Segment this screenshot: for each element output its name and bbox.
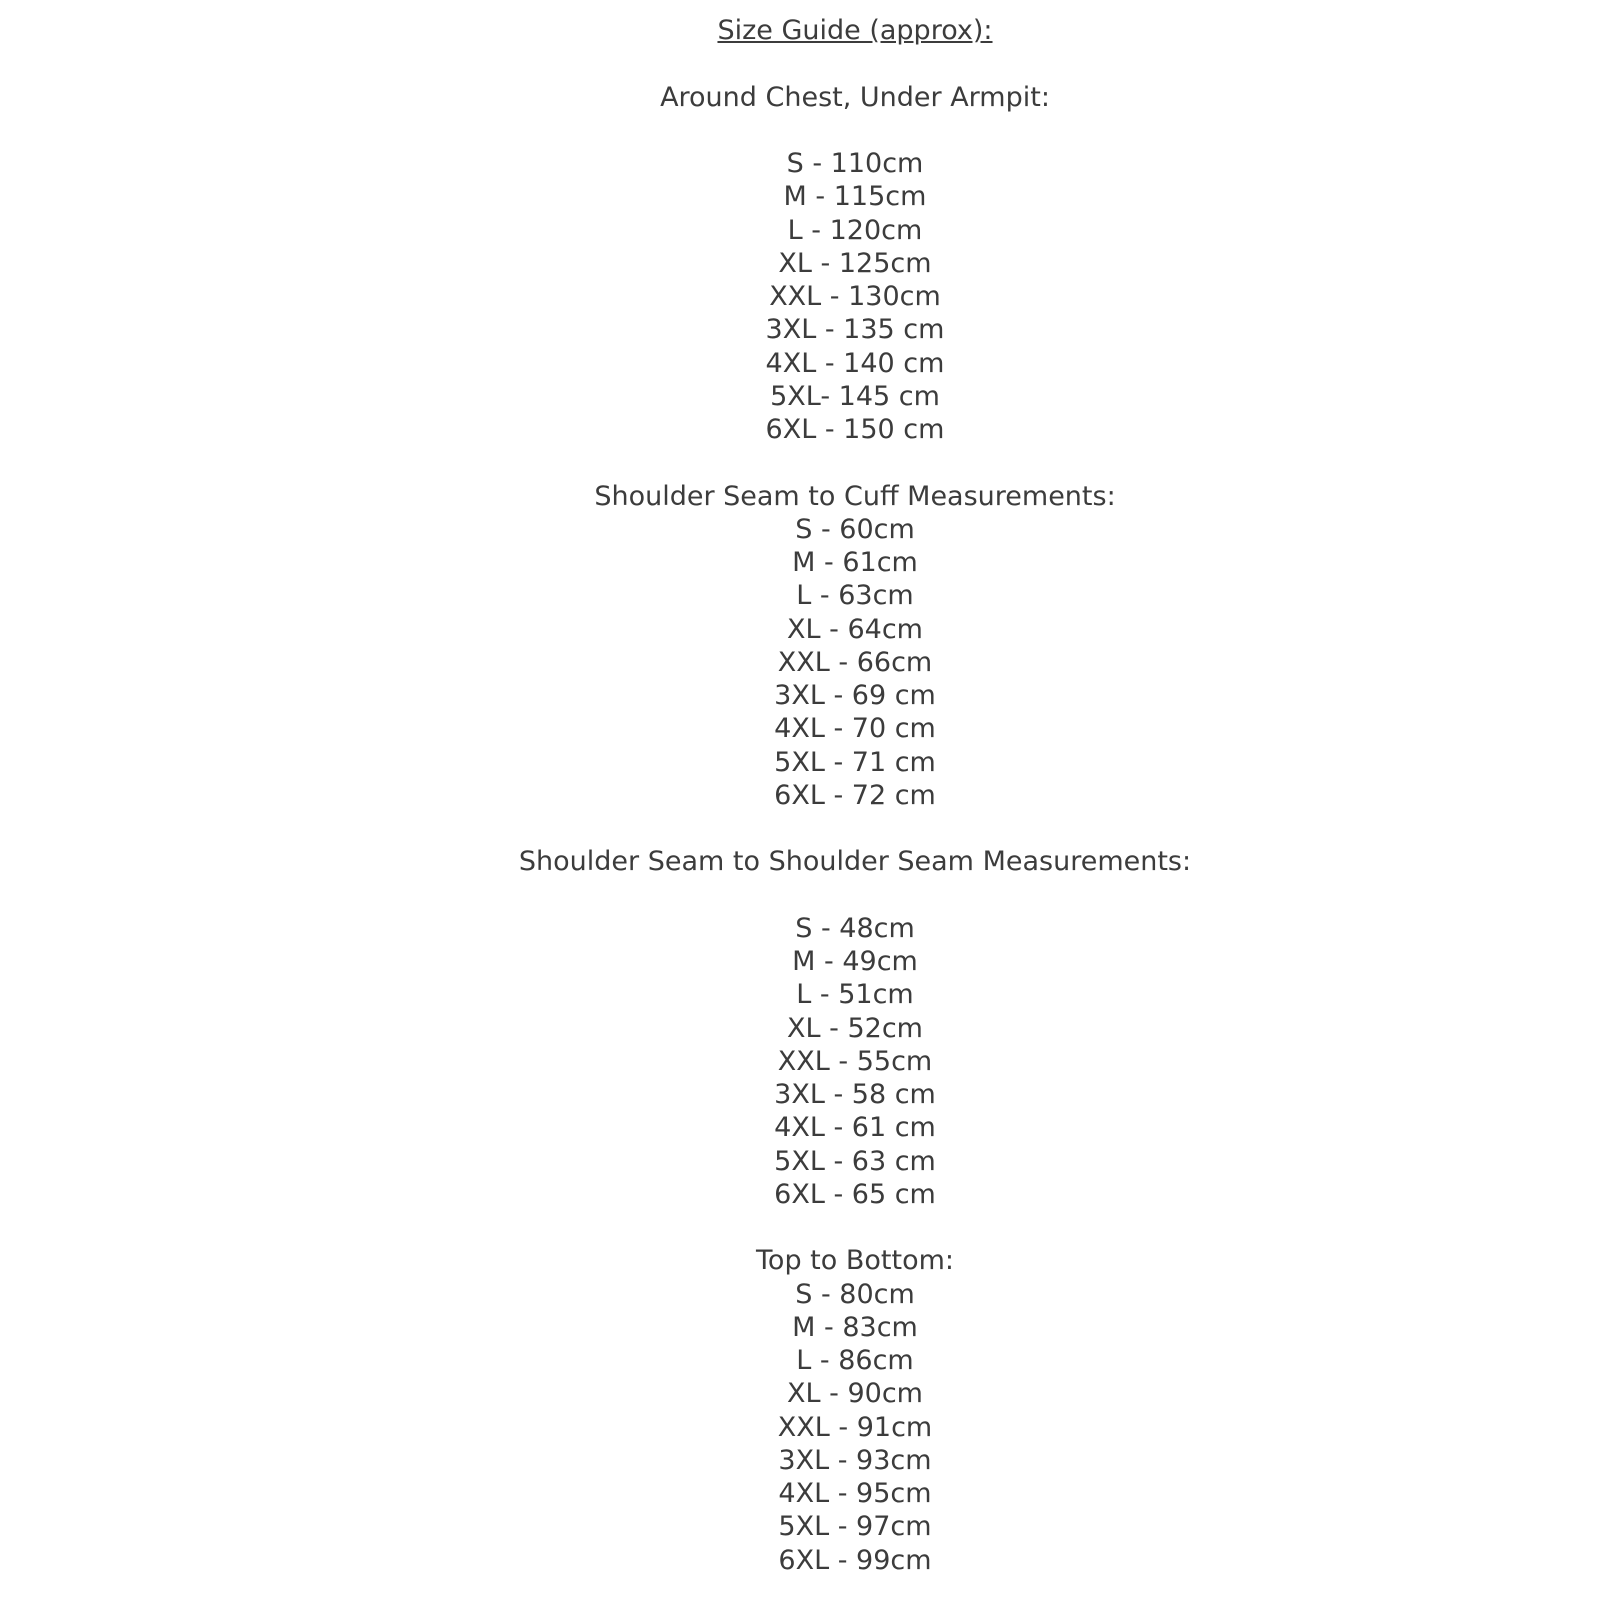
size-measurement-row: 4XL - 61 cm [774,1112,936,1144]
size-measurement-row: XXL - 55cm [777,1045,933,1077]
size-measurement-row: 4XL - 70 cm [774,713,936,745]
size-measurement-row: S - 80cm [795,1278,915,1310]
measurement-section [110,845,1600,1211]
size-measurement-row: S - 110cm [786,148,924,179]
size-measurement-row: XL - 64cm [787,613,923,645]
blank-line [110,879,1600,912]
size-measurement-row: M - 83cm [792,1311,918,1343]
size-measurement-row: XL - 52cm [787,1012,923,1044]
section-heading: Top to Bottom: [756,1245,954,1277]
size-measurement-row: 5XL - 63 cm [774,1145,936,1177]
size-measurement-row: 5XL- 145 cm [770,380,940,412]
size-measurement-row: 3XL - 69 cm [774,680,936,711]
size-measurement-row: M - 61cm [792,547,918,578]
size-measurement-row: XL - 90cm [787,1378,923,1410]
size-measurement-row: M - 115cm [783,181,927,213]
size-measurement-row: S - 60cm [795,513,915,545]
section-heading: Around Chest, Under Armpit: [660,81,1050,113]
size-measurement-row: 5XL - 97cm [778,1511,932,1543]
size-measurement-row: 5XL - 71 cm [774,746,936,778]
measurement-section [110,81,1600,447]
size-measurement-row: XXL - 130cm [769,281,941,312]
size-measurement-row: 6XL - 72 cm [774,779,936,811]
size-measurement-row: XXL - 91cm [777,1411,933,1443]
size-measurement-row: L - 51cm [796,979,914,1011]
measurement-section [110,480,1600,813]
size-measurement-row: 6XL - 150 cm [765,414,945,445]
size-measurement-row: XXL - 66cm [777,646,933,678]
sections-container [110,81,1600,1577]
size-measurement-row: XL - 125cm [778,247,932,279]
size-measurement-row: S - 48cm [795,912,915,944]
size-measurement-row: 3XL - 58 cm [774,1079,936,1110]
size-measurement-row: 3XL - 135 cm [765,314,945,346]
size-measurement-row: 4XL - 95cm [778,1478,932,1509]
size-measurement-row: L - 86cm [796,1345,914,1376]
section-heading: Shoulder Seam to Shoulder Seam Measurements: [518,846,1192,878]
measurement-section [110,1244,1600,1577]
size-measurement-row: 4XL - 140 cm [765,347,945,379]
section-heading: Shoulder Seam to Cuff Measurements: [594,480,1116,512]
size-guide-title: Size Guide (approx): [717,15,993,46]
size-measurement-row: 3XL - 93cm [778,1444,932,1476]
size-measurement-row: M - 49cm [792,946,918,977]
blank-line [110,114,1600,147]
size-measurement-row: L - 63cm [796,580,914,612]
size-measurement-row: 6XL - 65 cm [774,1178,936,1210]
size-measurement-row: L - 120cm [787,214,923,246]
size-measurement-row: 6XL - 99cm [778,1544,932,1576]
